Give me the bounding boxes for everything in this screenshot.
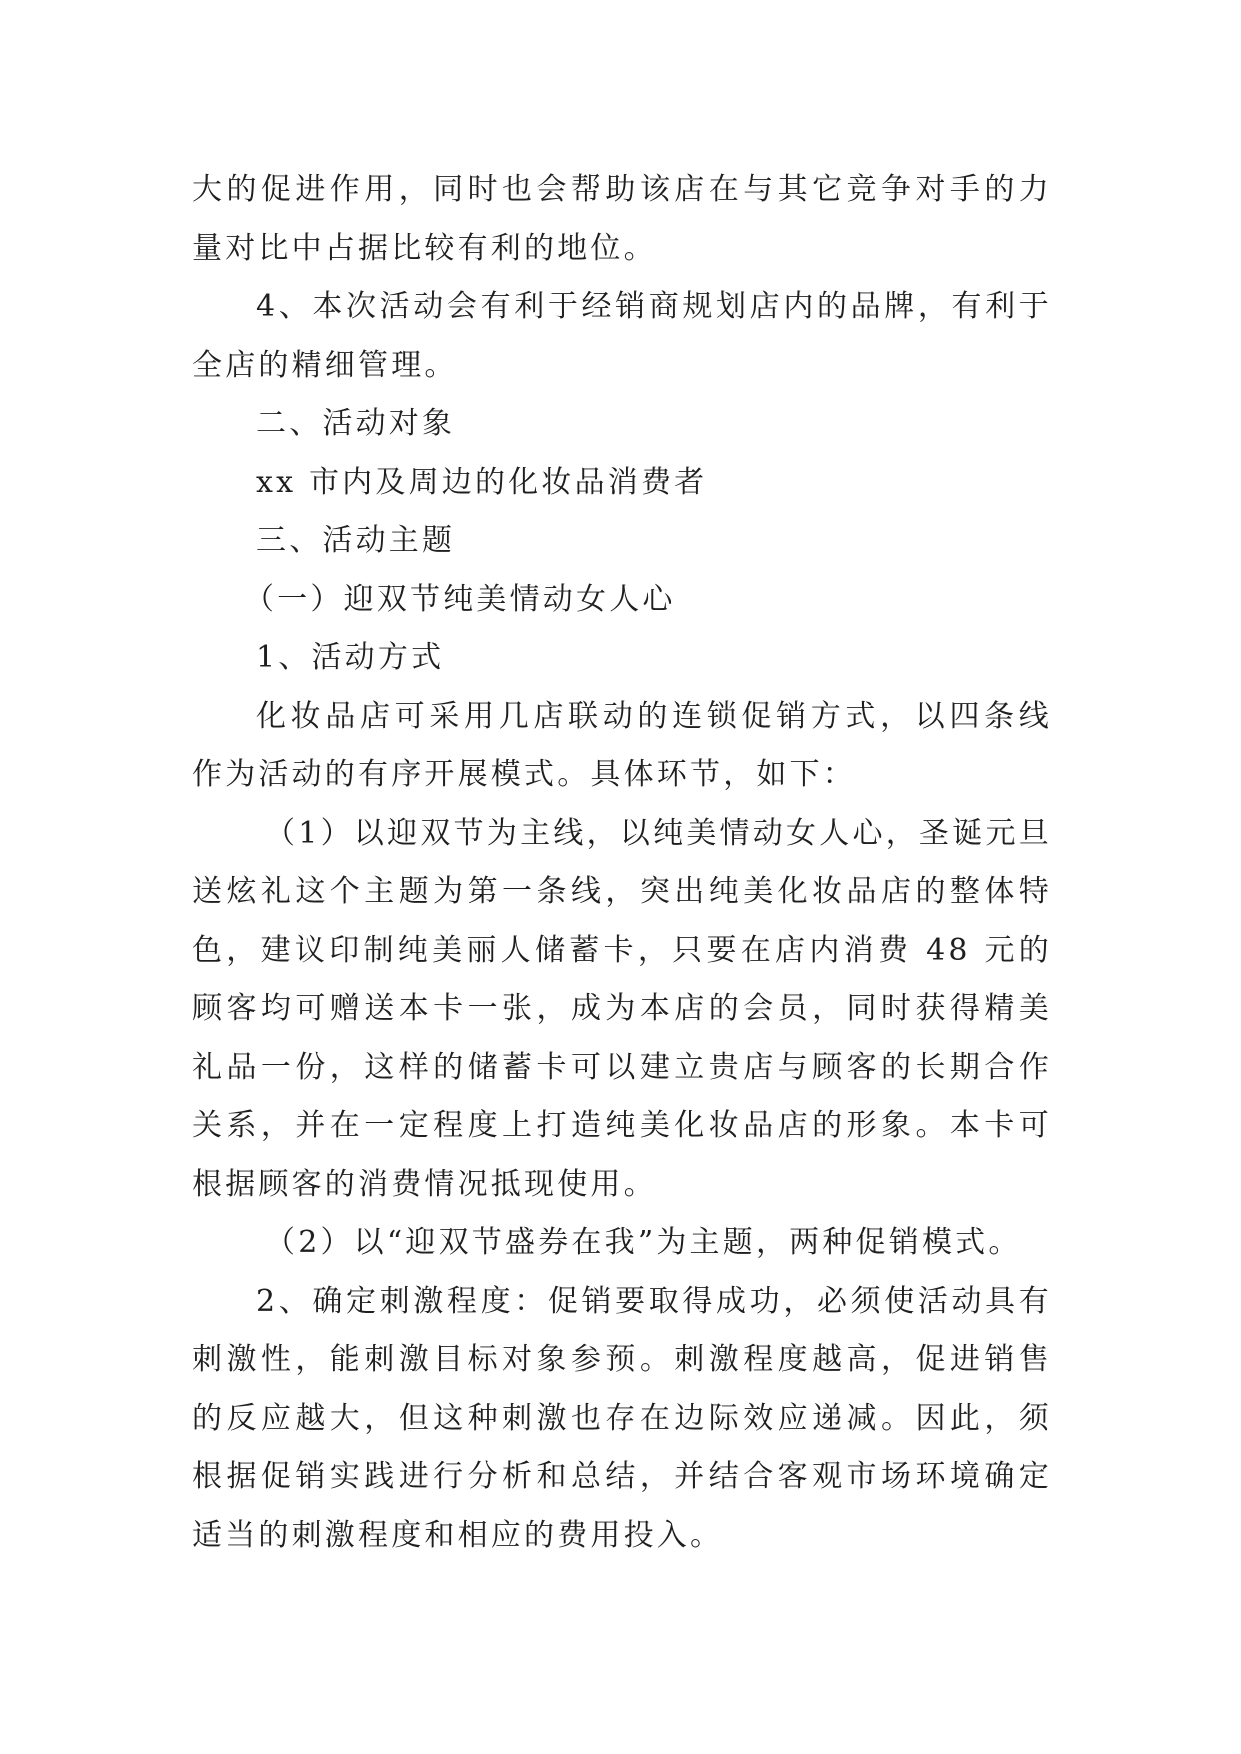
paragraph-activity-method: 化妆品店可采用几店联动的连锁促销方式，以四条线作为活动的有序开展模式。具体环节，如下： xyxy=(192,698,1052,792)
heading-activity-theme: 三、活动主题 xyxy=(256,523,456,558)
paragraph-target-audience: xx 市内及周边的化妆品消费者 xyxy=(256,464,708,500)
paragraph-item-1: （1）以迎双节为主线，以纯美情动女人心，圣诞元旦送炫礼这个主题为第一条线，突出纯美化妆品店的整体特色，建议印制纯美丽人储蓄卡，只要在店内消费 48 元的顾客均可赠送本卡一张，成为本店的会员，同时获得精美礼品一份，这样的储蓄卡可以建立贵店与顾客的长期合作关系，并在一定程度上打造纯美化妆品店的形象。本卡可根据顾客的消费情况抵现使用。 xyxy=(192,815,1052,1202)
document-body xyxy=(192,161,1052,1565)
paragraph-stimulus-level: 2、确定刺激程度：促销要取得成功，必须使活动具有刺激性，能刺激目标对象参预。刺激程度越高，促进销售的反应越大，但这种刺激也存在边际效应递减。因此，须根据促销实践进行分析和总结，并结合客观市场环境确定适当的刺激程度和相应的费用投入。 xyxy=(192,1283,1052,1553)
paragraph-point-4: 4、本次活动会有利于经销商规划店内的品牌，有利于全店的精细管理。 xyxy=(192,289,1052,383)
subheading-theme-one: （一）迎双节纯美情动女人心 xyxy=(244,581,676,617)
subheading-activity-method: 1、活动方式 xyxy=(256,640,445,675)
paragraph-item-2: （2）以“迎双节盛券在我”为主题，两种促销模式。 xyxy=(265,1225,1022,1260)
heading-activity-target: 二、活动对象 xyxy=(256,406,456,441)
paragraph-continuation: 大的促进作用，同时也会帮助该店在与其它竞争对手的力量对比中占据比较有利的地位。 xyxy=(192,172,1052,266)
